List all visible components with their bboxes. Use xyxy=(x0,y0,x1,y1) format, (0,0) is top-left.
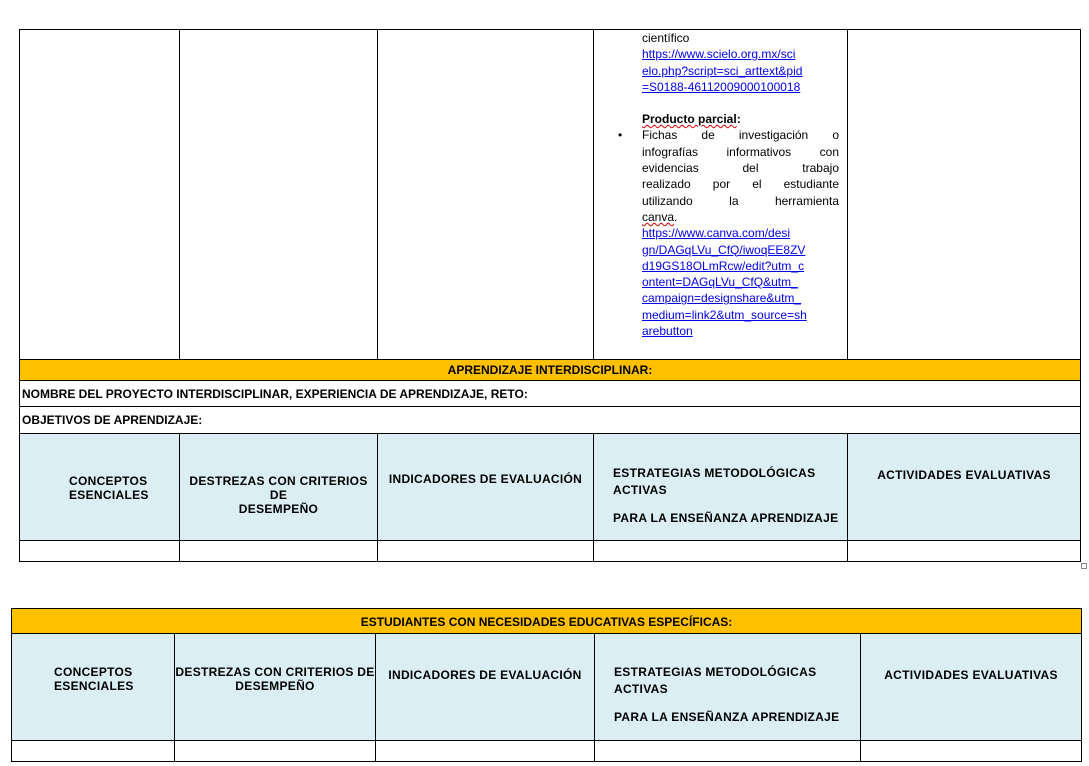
table-cell[interactable] xyxy=(20,541,180,562)
table-cell[interactable] xyxy=(861,741,1082,762)
link-line: https://www.canva.com/desi xyxy=(642,226,791,241)
content-row xyxy=(20,30,1081,360)
header-estrategias: ESTRATEGIAS METODOLÓGICAS ACTIVAS PARA LA ENSEÑANZA APRENDIZAJE xyxy=(595,634,861,741)
link-line: campaign=designshare&utm_ xyxy=(642,291,802,306)
bullet-line: utilizando la herramienta xyxy=(642,193,839,208)
section-title-interdisciplinar: APRENDIZAJE INTERDISCIPLINAR: xyxy=(20,360,1081,381)
table-cell[interactable] xyxy=(378,541,594,562)
link-line: https://www.scielo.org.mx/sci xyxy=(642,47,796,62)
table-cell xyxy=(20,30,180,360)
bullet-line: evidencias del trabajo xyxy=(642,161,839,176)
header-destrezas: DESTREZAS CON CRITERIOS DE DESEMPEÑO xyxy=(180,434,378,541)
link-line: d19GS18OLmRcw/edit?utm_c xyxy=(642,258,805,273)
table-row xyxy=(20,541,1081,562)
scielo-link[interactable] xyxy=(642,46,839,95)
header-row xyxy=(20,434,1081,541)
canva-word-line: canva. xyxy=(642,209,678,224)
link-line: =S0188-46112009000100018 xyxy=(642,79,801,94)
bullet-line: infografías informativos con xyxy=(642,144,839,159)
table-cell[interactable] xyxy=(175,741,376,762)
header-indicadores: INDICADORES DE EVALUACIÓN xyxy=(378,434,594,541)
table-cell[interactable] xyxy=(848,541,1081,562)
table-cell[interactable] xyxy=(594,541,848,562)
header-estrategias: ESTRATEGIAS METODOLÓGICAS ACTIVAS PARA LA ENSEÑANZA APRENDIZAJE xyxy=(594,434,848,541)
table-resize-handle[interactable] xyxy=(1081,563,1087,569)
planning-table xyxy=(19,29,1081,562)
section-title-nee: ESTUDIANTES CON NECESIDADES EDUCATIVAS ESPECÍFICAS: xyxy=(12,609,1082,634)
table-cell[interactable] xyxy=(595,741,861,762)
canva-link[interactable] xyxy=(642,225,839,339)
prefix-text: científico xyxy=(642,31,690,45)
header-conceptos: CONCEPTOS ESENCIALES xyxy=(20,434,180,541)
link-line: elo.php?script=sci_arttext&pid xyxy=(642,63,803,78)
link-line: ontent=DAGqLVu_CfQ&utm_ xyxy=(642,275,798,290)
header-indicadores: INDICADORES DE EVALUACIÓN xyxy=(376,634,595,741)
link-line: medium=link2&utm_source=sh xyxy=(642,307,807,322)
header-destrezas: DESTREZAS CON CRITERIOS DE DESEMPEÑO xyxy=(175,634,376,741)
project-name-label: NOMBRE DEL PROYECTO INTERDISCIPLINAR, EXPERIENCIA DE APRENDIZAJE, RETO: xyxy=(20,381,1081,407)
link-line: gn/DAGqLVu_CfQ/iwoqEE8ZV xyxy=(642,242,806,257)
table-cell xyxy=(180,30,378,360)
bullet-icon: • xyxy=(618,128,623,143)
table-cell[interactable] xyxy=(180,541,378,562)
bullet-line: • Fichas de investigación o xyxy=(618,128,839,143)
bullet-line: realizado por el estudiante xyxy=(642,177,839,192)
header-actividades: ACTIVIDADES EVALUATIVAS xyxy=(848,434,1081,541)
objectives-label: OBJETIVOS DE APRENDIZAJE: xyxy=(20,407,1081,434)
header-conceptos: CONCEPTOS ESENCIALES xyxy=(12,634,175,741)
nee-table xyxy=(11,608,1082,762)
table-cell xyxy=(378,30,594,360)
header-actividades: ACTIVIDADES EVALUATIVAS xyxy=(861,634,1082,741)
header-row xyxy=(12,634,1082,741)
table-cell xyxy=(848,30,1081,360)
product-heading: Producto parcial: xyxy=(642,112,741,127)
strategies-content-cell xyxy=(594,30,848,360)
link-line: arebutton xyxy=(642,324,693,339)
table-row xyxy=(12,741,1082,762)
table-cell[interactable] xyxy=(376,741,595,762)
table-cell[interactable] xyxy=(12,741,175,762)
